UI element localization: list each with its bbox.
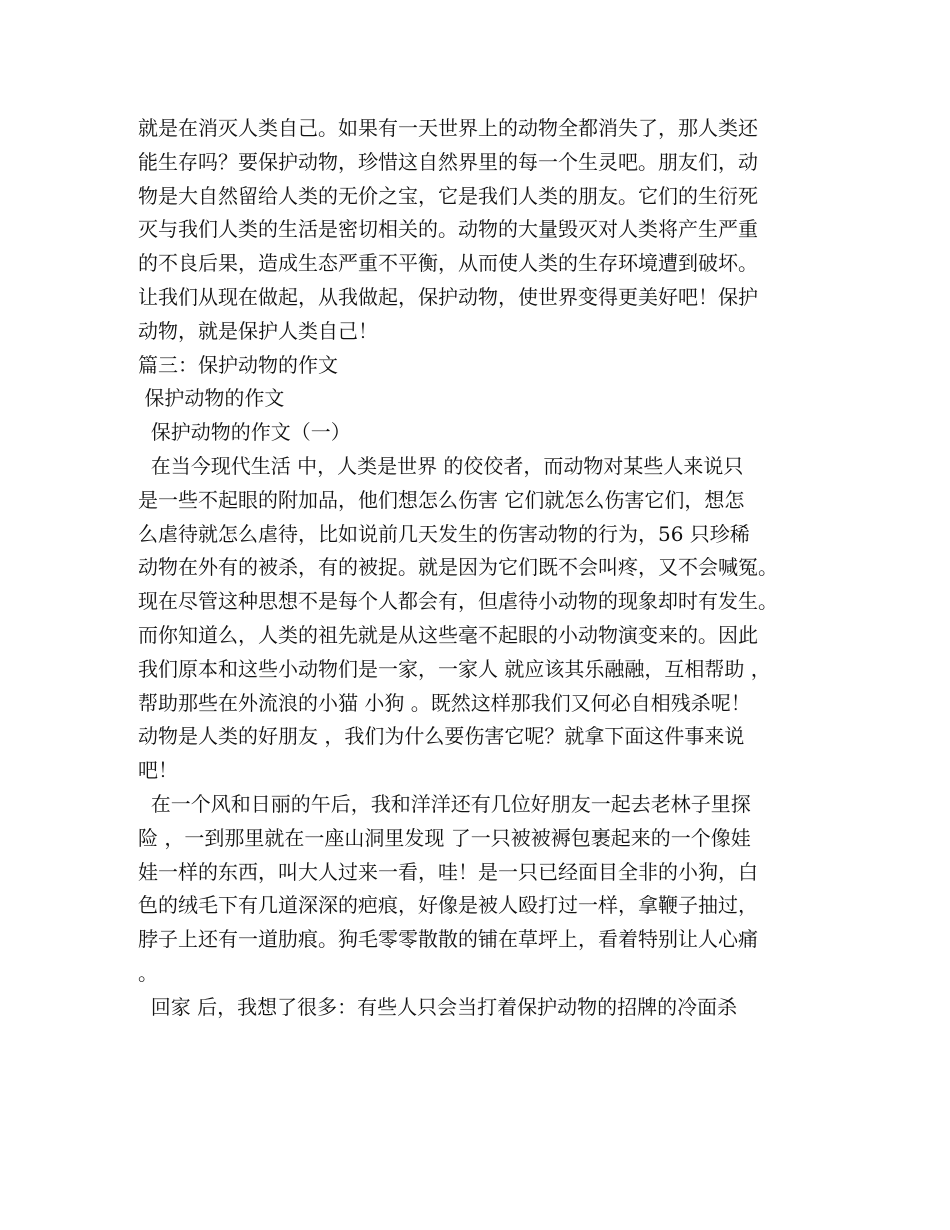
text-line: 回家 后，我想了很多：有些人只会当打着保护动物的招牌的冷面杀 (138, 994, 738, 1019)
text-line: 是一些不起眼的附加品，他们想怎么伤害 它们就怎么伤害它们，想怎 (138, 487, 745, 512)
section-heading: 篇三：保护动物的作文 (138, 352, 338, 377)
text-line: 让我们从现在做起，从我做起，保护动物，使世界变得更美好吧！保护 (138, 284, 758, 309)
text-line: 脖子上还有一道肋痕。狗毛零零散散的铺在草坪上，看着特别让人心痛 (138, 927, 758, 952)
text-line: 。 (138, 960, 158, 985)
text-line: 吧！ (138, 758, 178, 783)
text-line: 么虐待就怎么虐待，比如说前几天发生的伤害动物的行为，56 只珍稀 (138, 521, 750, 546)
text-line: 动物在外有的被杀，有的被捉。就是因为它们既不会叫疼，又不会喊冤。 (138, 555, 778, 580)
text-line: 灭与我们人类的生活是密切相关的。动物的大量毁灭对人类将产生严重 (138, 217, 758, 242)
text-line: 的不良后果，造成生态严重不平衡，从而使人类的生存环境遭到破坏。 (138, 251, 758, 276)
essay-title: 保护动物的作文 (138, 386, 285, 411)
text-line: 娃一样的东西，叫大人过来一看，哇！是一只已经面目全非的小狗，白 (138, 859, 758, 884)
text-line: 而你知道么，人类的祖先就是从这些毫不起眼的小动物演变来的。因此 (138, 622, 758, 647)
text-line: 在一个风和日丽的午后，我和洋洋还有几位好朋友一起去老林子里探 (138, 791, 751, 816)
text-line: 动物，就是保护人类自己！ (138, 318, 378, 343)
text-line: 就是在消灭人类自己。如果有一天世界上的动物全都消失了，那人类还 (138, 116, 758, 140)
text-line: 色的绒毛下有几道深深的疤痕，好像是被人殴打过一样，拿鞭子抽过， (138, 893, 758, 918)
text-line: 险 ，一到那里就在一座山洞里发现 了一只被被褥包裹起来的一个像娃 (138, 825, 751, 850)
text-line: 现在尽管这种思想不是每个人都会有，但虐待小动物的现象却时有发生。 (138, 589, 778, 614)
text-line: 动物是人类的好朋友 ，我们为什么要伤害它呢？就拿下面这件事来说 (138, 724, 745, 749)
text-line: 物是大自然留给人类的无价之宝，它是我们人类的朋友。它们的生衍死 (138, 183, 758, 208)
text-line: 能生存吗？要保护动物，珍惜这自然界里的每一个生灵吧。朋友们，动 (138, 149, 758, 174)
text-line: 我们原本和这些小动物们是一家，一家人 就应该其乐融融，互相帮助 ， (138, 656, 771, 681)
text-line: 帮助那些在外流浪的小猫 小狗 。既然这样那我们又何必自相残杀呢！ (138, 690, 751, 715)
essay-subtitle: 保护动物的作文（一） (138, 420, 351, 445)
text-line: 在当今现代生活 中，人类是世界 的佼佼者，而动物对某些人来说只 (138, 453, 744, 478)
essay-text (138, 112, 838, 1025)
